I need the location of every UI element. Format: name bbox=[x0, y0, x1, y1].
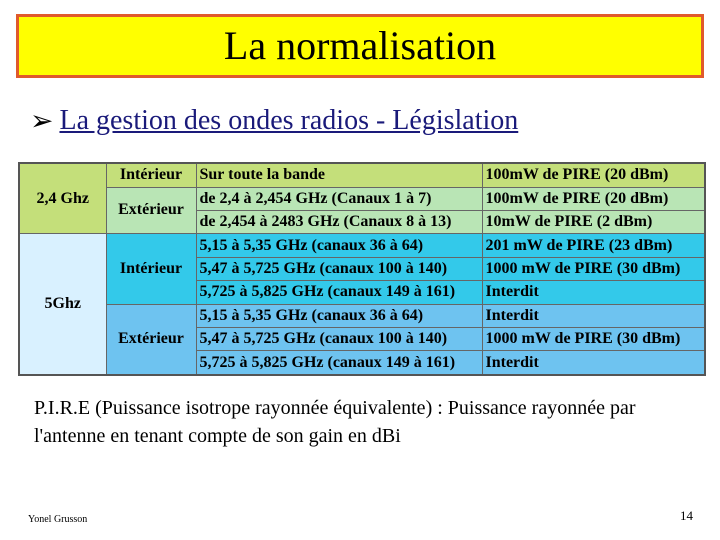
pire-definition: P.I.R.E (Puissance isotrope rayonnée équivalente) : Puissance rayonnée par l'antenne en tenant compte de son gain en dBi bbox=[34, 397, 636, 447]
table-row bbox=[19, 234, 705, 257]
power-cell: 201 mW de PIRE (23 dBm) bbox=[482, 234, 705, 257]
location-cell: Extérieur bbox=[106, 187, 196, 234]
regulation-table bbox=[18, 162, 706, 376]
band-cell: 5,15 à 5,35 GHz (canaux 36 à 64) bbox=[196, 304, 482, 327]
power-cell: 100mW de PIRE (20 dBm) bbox=[482, 187, 705, 210]
subtitle: La gestion des ondes radios - Législation bbox=[59, 104, 519, 136]
power-cell: Interdit bbox=[482, 304, 705, 327]
band-cell: 5,47 à 5,725 GHz (canaux 100 à 140) bbox=[196, 327, 482, 350]
band-cell: 5,47 à 5,725 GHz (canaux 100 à 140) bbox=[196, 257, 482, 280]
author: Yonel Grusson bbox=[28, 514, 88, 525]
arrow-bullet-icon: ➢ bbox=[30, 104, 54, 137]
location-cell: Intérieur bbox=[106, 234, 196, 304]
power-cell: Interdit bbox=[482, 351, 705, 375]
power-cell: Interdit bbox=[482, 281, 705, 304]
freq-cell: 5Ghz bbox=[19, 234, 106, 375]
location-cell: Extérieur bbox=[106, 304, 196, 375]
power-cell: 100mW de PIRE (20 dBm) bbox=[482, 163, 705, 187]
band-cell: de 2,4 à 2,454 GHz (Canaux 1 à 7) bbox=[196, 187, 482, 210]
location-cell: Intérieur bbox=[106, 163, 196, 187]
freq-cell: 2,4 Ghz bbox=[19, 163, 106, 234]
power-cell: 1000 mW de PIRE (30 dBm) bbox=[482, 257, 705, 280]
table-row bbox=[19, 304, 705, 327]
title-box bbox=[16, 14, 704, 78]
band-cell: 5,15 à 5,35 GHz (canaux 36 à 64) bbox=[196, 234, 482, 257]
band-cell: 5,725 à 5,825 GHz (canaux 149 à 161) bbox=[196, 351, 482, 375]
band-cell: de 2,454 à 2483 GHz (Canaux 8 à 13) bbox=[196, 210, 482, 233]
band-cell: 5,725 à 5,825 GHz (canaux 149 à 161) bbox=[196, 281, 482, 304]
power-cell: 1000 mW de PIRE (30 dBm) bbox=[482, 327, 705, 350]
band-cell: Sur toute la bande bbox=[196, 163, 482, 187]
power-cell: 10mW de PIRE (2 dBm) bbox=[482, 210, 705, 233]
table-row bbox=[19, 163, 705, 187]
subtitle-line bbox=[30, 104, 518, 137]
page-number: 14 bbox=[680, 508, 693, 523]
table-row bbox=[19, 187, 705, 210]
page-title: La normalisation bbox=[223, 23, 497, 68]
